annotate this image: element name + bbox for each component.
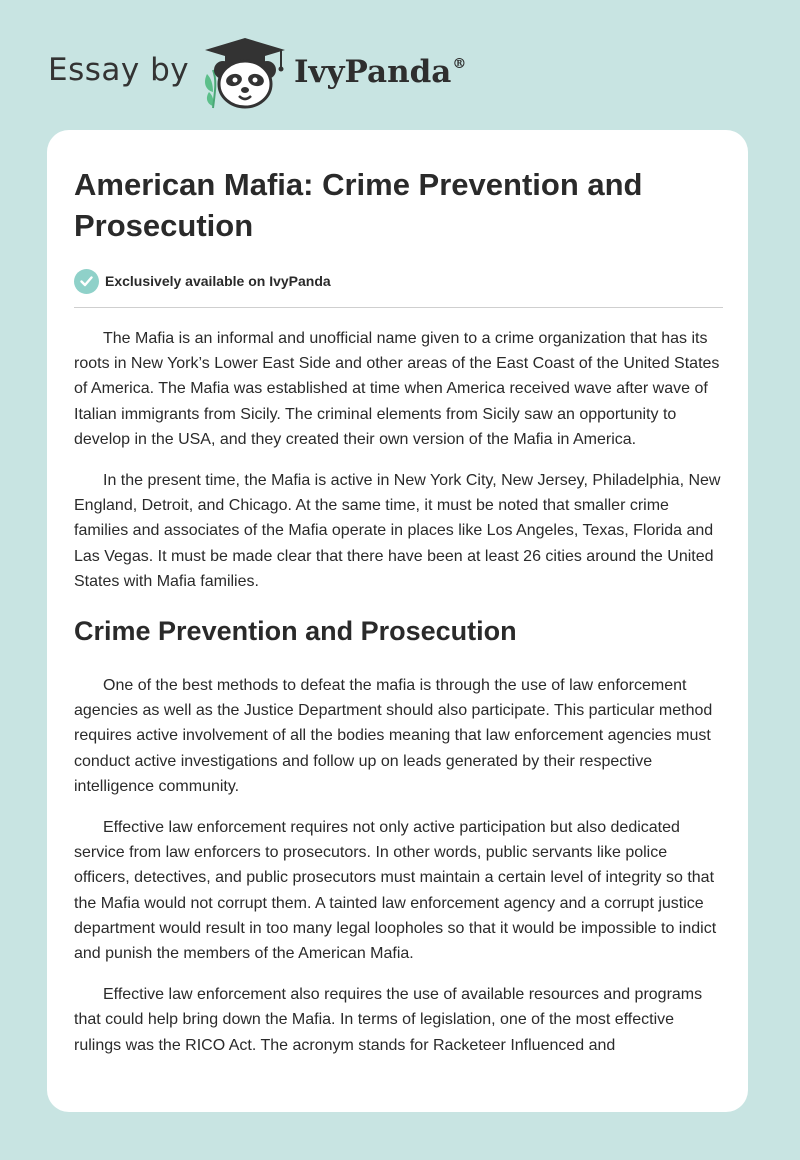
article-body bbox=[74, 326, 723, 1058]
exclusive-label: Exclusively available on IvyPanda bbox=[105, 273, 331, 289]
site-header bbox=[48, 34, 548, 114]
paragraph: Effective law enforcement requires not only active participation but also dedicated service from law enforcers to prosecutors. In other words, public servants like police officers, detectives, and public prosecutors must maintain a certain level of integrity so that the Mafia would not corrupt them. A tainted law enforcement agency and a corrupt justice department would result in too many legal loopholes so that it would be impossible to indict and punish the members of the American Mafia. bbox=[74, 819, 717, 963]
registered-mark: ® bbox=[452, 56, 467, 72]
panda-graduate-icon[interactable] bbox=[201, 34, 291, 110]
article-card bbox=[47, 130, 748, 1112]
article-content bbox=[74, 164, 723, 1058]
divider bbox=[74, 307, 723, 308]
paragraph: The Mafia is an informal and unofficial name given to a crime organization that has its roots in New York’s Lower East Side and other areas of the East Coast of the United States of America. The Mafia was established at time when America received wave after wave of Italian immigrants from Sicily. The criminal elements from Sicily saw an opportunity to develop in the USA, and they created their own version of the Mafia in America. bbox=[74, 330, 720, 448]
paragraph: One of the best methods to defeat the mafia is through the use of law enforcement agencies as well as the Justice Department should also participate. This particular method requires active involvement of all the bodies meaning that law enforcement agencies must conduct active investigations and follow up on leads generated by their respective intelligence community. bbox=[74, 677, 713, 795]
paragraph: Effective law enforcement also requires the use of available resources and programs that could help bring down the Mafia. In terms of legislation, one of the most effective rulings was the RICO Act. The acronym stands for Racketeer Influenced and bbox=[74, 986, 703, 1054]
brand-prefix: Essay by bbox=[48, 52, 190, 88]
brand-name: IvyPanda® bbox=[294, 54, 467, 90]
section-heading: Crime Prevention and Prosecution bbox=[74, 616, 517, 647]
article-title: American Mafia: Crime Prevention and Prosecution bbox=[74, 167, 643, 243]
check-circle-icon bbox=[74, 269, 99, 294]
exclusive-notice bbox=[74, 268, 723, 294]
paragraph: In the present time, the Mafia is active in New York City, New Jersey, Philadelphia, New England, Detroit, and Chicago. At the same time, it must be noted that smaller crime families and associates of the Mafia operate in places like Los Angeles, Texas, Florida and Las Vegas. It must be made clear that there have been at least 26 cities around the United States with Mafia families. bbox=[74, 472, 721, 590]
